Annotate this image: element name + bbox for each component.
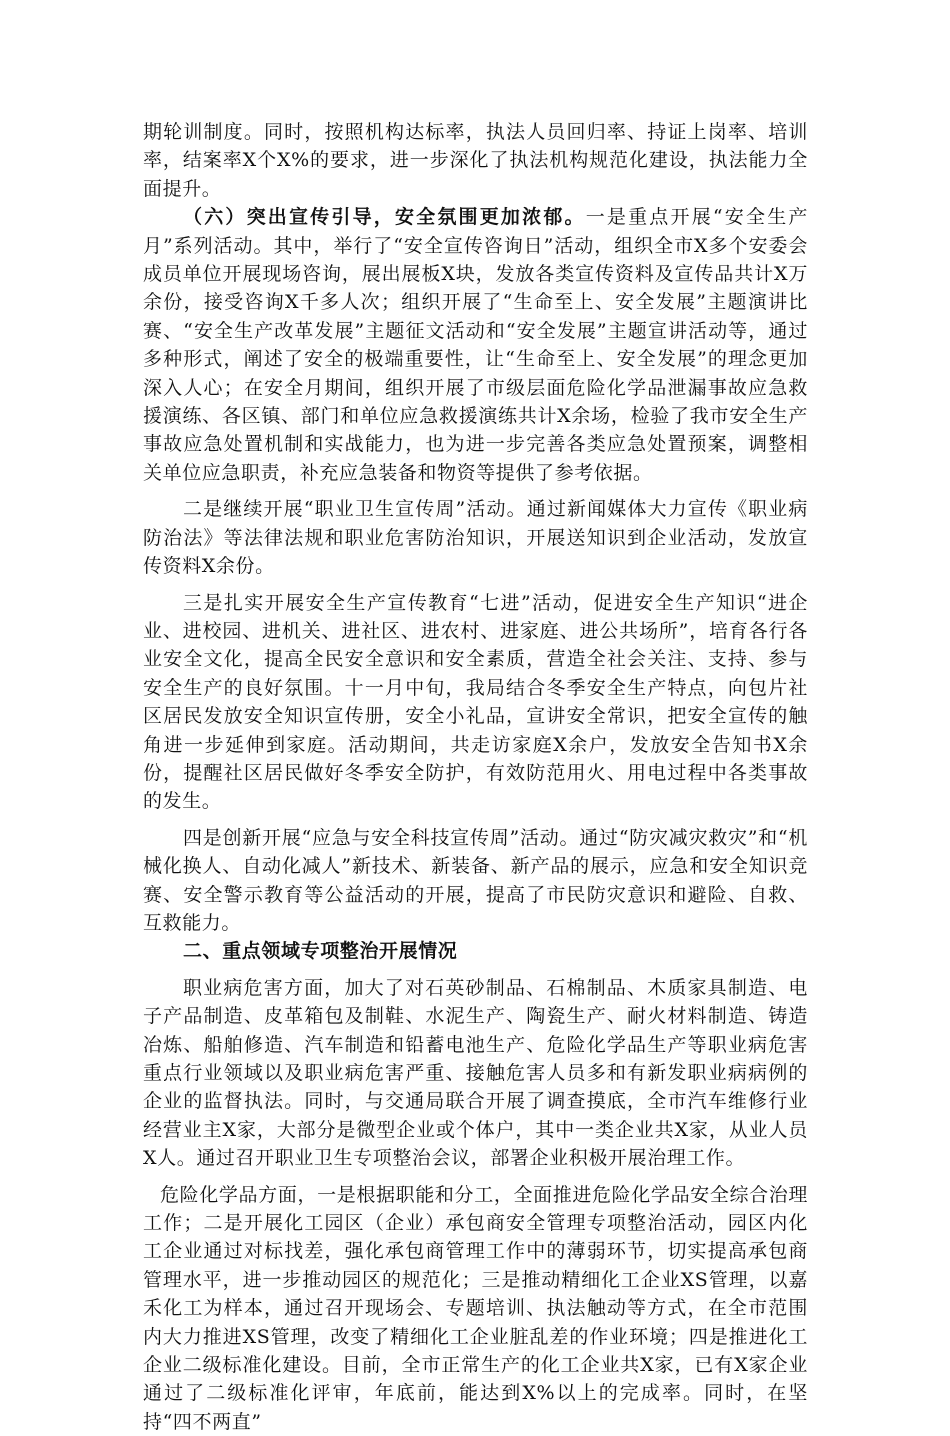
paragraph-occupational-health-week: 二是继续开展“职业卫生宣传周”活动。通过新闻媒体大力宣传《职业病防治法》等法律法规和职业危害防治知识，开展送知识到企业活动，发放宣传资料X余份。 (143, 498, 808, 578)
paragraph-hazardous-chemicals: 危险化学品方面，一是根据职能和分工，全面推进危险化学品安全综合治理工作；二是开展化工园区（企业）承包商安全管理专项整治活动，园区内化工企业通过对标找差，强化承包商管理工作中的薄弱环节，切实提高承包商管理水平，进一步推动园区的规范化；三是推动精细化工企业XS管理，以嘉禾化工为样本，通过召开现场会、专题培训、执法触动等方式，在全市范围内大力推进XS管理，改变了精细化工企业脏乱差的作业环境；四是推进化工企业二级标准化建设。目前，全市正常生产的化工企业共X家，已有X家企业通过了二级标准化评审，年底前，能达到X%以上的完成率。同时，在坚持“四不两直” (143, 1183, 808, 1433)
section-six-text: 一是重点开展“安全生产月”系列活动。其中，举行了“安全宣传咨询日”活动，组织全市X多个安委会成员单位开展现场咨询，展出展板X块，发放各类宣传资料及宣传品共计X万余份，接受咨询X千多人次；组织开展了“生命至上、安全发展”主题演讲比赛、“安全生产改革发展”主题征文活动和“安全发展”主题宣讲活动等，通过多种形式，阐述了安全的极端重要性，让“生命至上、安全发展”的理念更加深入人心；在安全月期间，组织开展了市级层面危险化学品泄漏事故应急救援演练、各区镇、部门和单位应急救援演练共计X余场，检验了我市安全生产事故应急处置机制和实战能力，也为进一步完善各类应急处置预案，调整相关单位应急职责，补充应急装备和物资等提供了参考依据。 (143, 206, 808, 484)
section-two-heading: 二、重点领域专项整治开展情况 (183, 940, 458, 963)
paragraph-tech-week: 四是创新开展“应急与安全科技宣传周”活动。通过“防灾减灾救灾”和“机械化换人、自动化减人”新技术、新装备、新产品的展示，应急和安全知识竞赛、安全警示教育等公益活动的开展，提高了市民防灾意识和避险、自救、互救能力。 (143, 826, 808, 934)
document-page (143, 118, 808, 1436)
paragraph-section-six (143, 203, 808, 487)
section-six-heading: （六）突出宣传引导，安全氛围更加浓郁。 (183, 206, 586, 229)
paragraph-continuation: 期轮训制度。同时，按照机构达标率，执法人员回归率、持证上岗率、培训率，结案率X个X%的要求，进一步深化了执法机构规范化建设，执法能力全面提升。 (143, 121, 808, 200)
paragraph-seven-entries: 三是扎实开展安全生产宣传教育“七进”活动，促进安全生产知识“进企业、进校园、进机关、进社区、进农村、进家庭、进公共场所”，培育各行各业安全文化，提高全民安全意识和安全素质，营造全社会关注、支持、参与安全生产的良好氛围。十一月中旬，我局结合冬季安全生产特点，向包片社区居民发放安全知识宣传册，安全小礼品，宣讲安全常识，把安全宣传的触角进一步延伸到家庭。活动期间，共走访家庭X余户，发放安全告知书X余份，提醒社区居民做好冬季安全防护，有效防范用火、用电过程中各类事故的发生。 (143, 591, 808, 813)
paragraph-occupational-disease: 职业病危害方面，加大了对石英砂制品、石棉制品、木质家具制造、电子产品制造、皮革箱包及制鞋、水泥生产、陶瓷生产、耐火材料制造、铸造冶炼、船舶修造、汽车制造和铅蓄电池生产、危险化学品生产等职业病危害重点行业领域以及职业病危害严重、接触危害人员多和有新发职业病病例的企业的监督执法。同时，与交通局联合开展了调查摸底，全市汽车维修行业经营业主X家，大部分是微型企业或个体户，其中一类企业共X家，从业人员X人。通过召开职业卫生专项整治会议，部署企业积极开展治理工作。 (143, 976, 808, 1170)
